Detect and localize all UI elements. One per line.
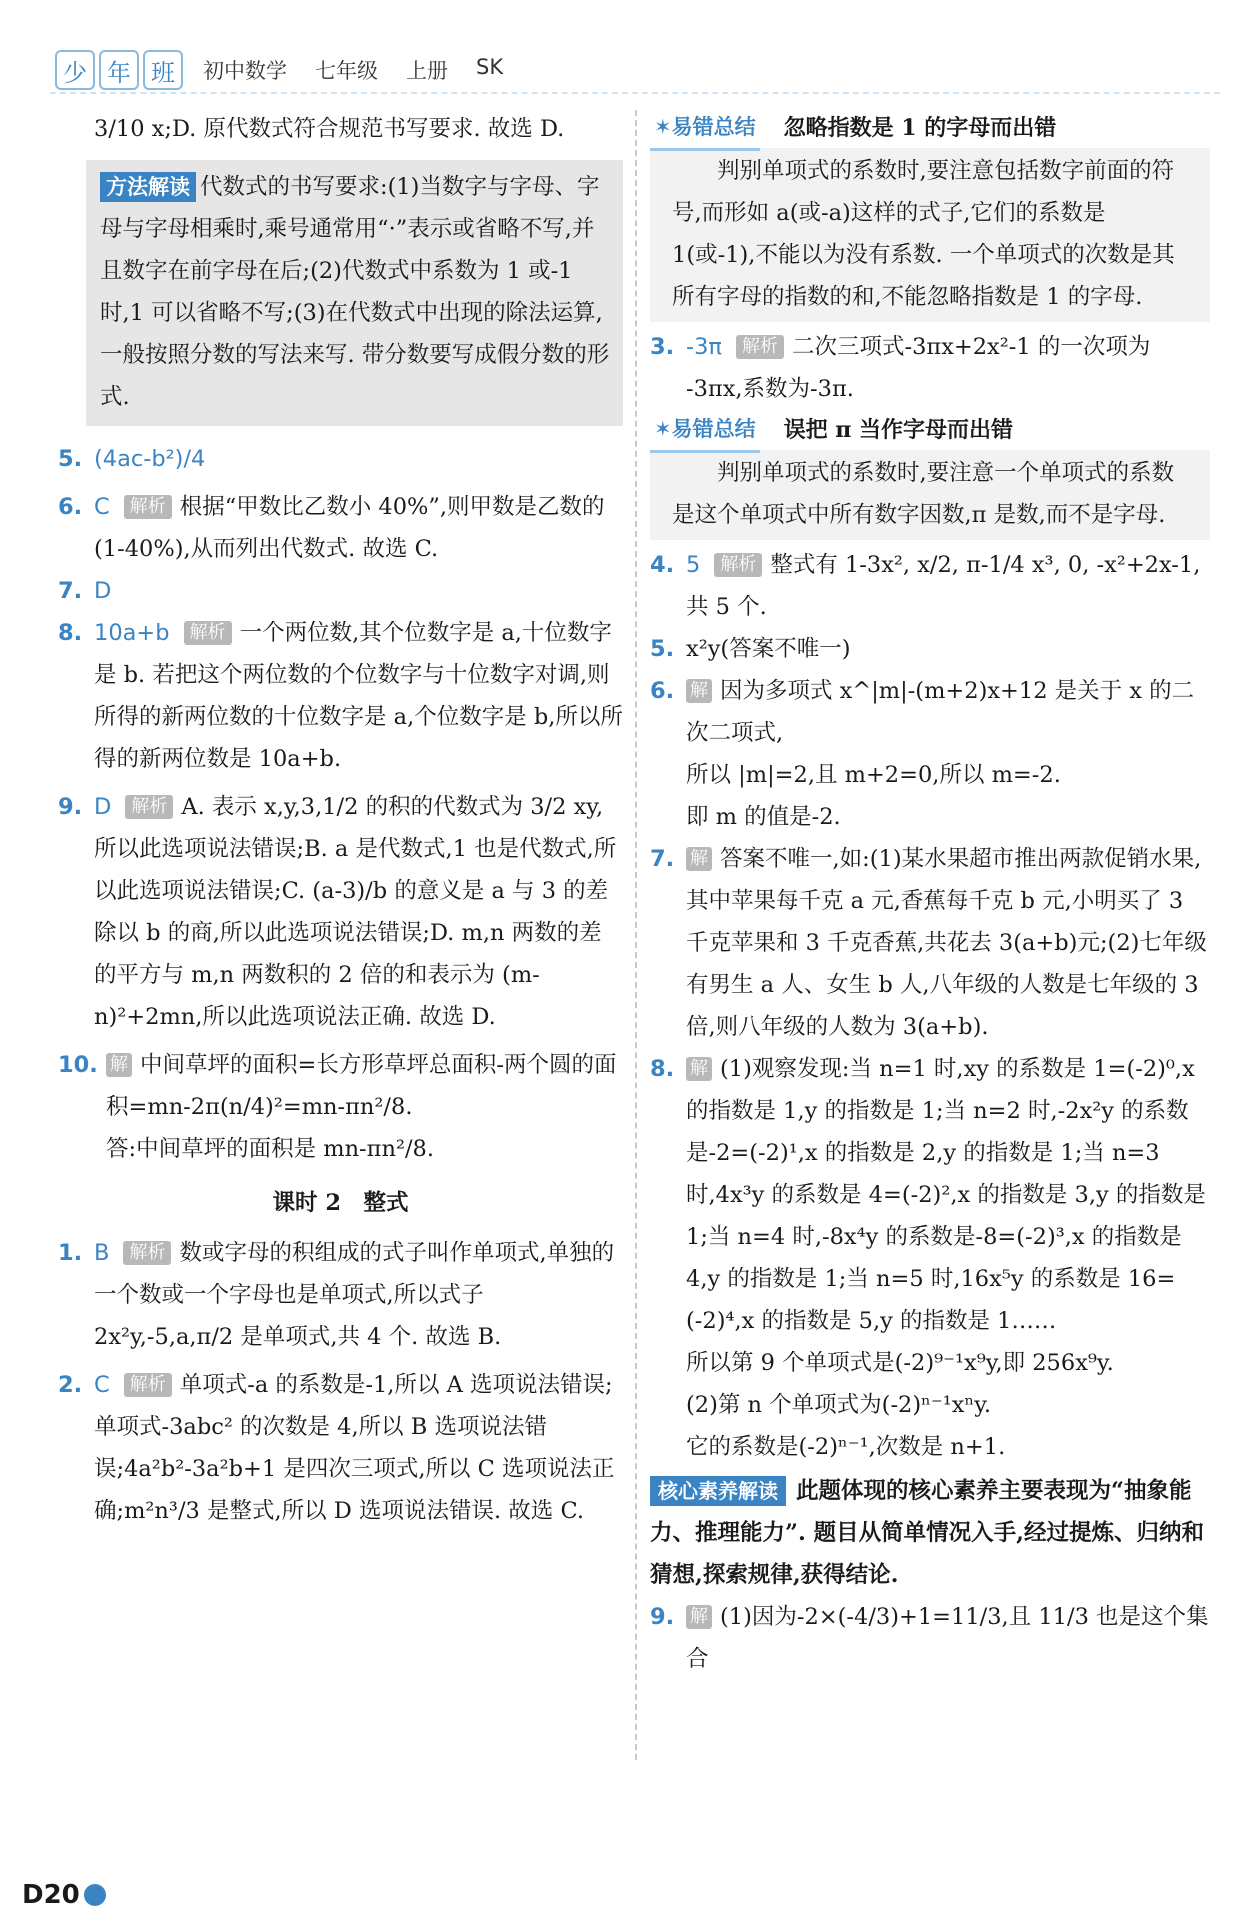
right-column <box>650 108 1210 1680</box>
method-text: 代数式的书写要求:(1)当数字与字母、字母与字母相乘时,乘号通常用“·”表示或省略不写,并且数字在前字母在后;(2)代数式中系数为 1 或-1 时,1 可以省略不写;(3)在代数式中出现的除法运算,一般按照分数的写法来写. 带分数要写成假分数的形式. <box>100 174 610 410</box>
answer-item <box>58 1232 623 1358</box>
item-line: 所以 |m|=2,且 m+2=0,所以 m=-2. <box>686 762 1061 788</box>
item-number: 8. <box>58 620 83 646</box>
answer-item <box>650 1596 1210 1680</box>
item-number: 1. <box>58 1240 83 1266</box>
answer-item <box>650 326 1210 410</box>
item-number: 9. <box>58 794 83 820</box>
core-literacy-box <box>650 1470 1210 1596</box>
page-mark-icon <box>84 1884 106 1906</box>
item-conclusion: 答:中间草坪的面积是 mn-πn²/8. <box>106 1136 435 1162</box>
logo-char: 年 <box>99 50 139 90</box>
item-line: 即 m 的值是-2. <box>686 804 841 830</box>
solution-tag: 解 <box>686 1057 712 1081</box>
item-answer: D <box>94 578 112 604</box>
item-number: 5. <box>58 446 83 472</box>
core-literacy-tag: 核心素养解读 <box>650 1476 786 1506</box>
series-logo <box>55 50 183 90</box>
item-answer: 5 <box>686 552 701 578</box>
answer-item <box>58 612 623 780</box>
item-text: (1)因为-2×(-4/3)+1=11/3,且 11/3 也是这个集合 <box>686 1604 1209 1672</box>
edition: SK <box>476 55 504 79</box>
solution-tag: 解 <box>686 1605 712 1629</box>
answer-item <box>58 438 623 480</box>
intro-line: 3/10 x;D. 原代数式符合规范书写要求. 故选 D. <box>94 116 565 142</box>
page-number-text: D20 <box>22 1880 80 1910</box>
item-answer: C <box>94 1372 110 1398</box>
item-text: 中间草坪的面积=长方形草坪总面积-两个圆的面积=mn-2π(n/4)²=mn-πn²/8. <box>106 1052 617 1120</box>
answer-item <box>58 486 623 570</box>
book-meta <box>203 55 503 85</box>
error-summary-heading: 误把 π 当作字母而出错 <box>783 417 1014 443</box>
answer-item <box>650 670 1210 838</box>
answer-item <box>650 1048 1210 1468</box>
left-column <box>58 108 623 1532</box>
item-text: 根据“甲数比乙数小 40%”,则甲数是乙数的(1-40%),从而列出代数式. 故选 C. <box>94 494 605 562</box>
error-summary-text: 判别单项式的系数时,要注意包括数字前面的符号,而形如 a(或-a)这样的式子,它们的系数是 1(或-1),不能以为没有系数. 一个单项式的次数是其所有字母的指数的和,不能忽略指数是 1 的字母. <box>650 148 1210 322</box>
grade: 七年级 <box>315 59 378 83</box>
item-answer: -3π <box>686 334 722 360</box>
item-number: 3. <box>650 334 675 360</box>
item-text: 一个两位数,其个位数字是 a,十位数字是 b. 若把这个两位数的个位数字与十位数字对调,则所得的新两位数的十位数字是 a,个位数字是 b,所以所得的新两位数是 10a+b. <box>94 620 623 772</box>
core-literacy-text: 此题体现的核心素养主要表现为“抽象能力、推理能力”. 题目从简单情况入手,经过提炼、归纳和猜想,探索规律,获得结论. <box>650 1478 1204 1588</box>
answer-item <box>58 786 623 1038</box>
analysis-tag: 解析 <box>125 795 173 819</box>
solution-tag: 解 <box>106 1053 132 1077</box>
answer-item <box>58 1364 623 1532</box>
item-number: 9. <box>650 1604 675 1630</box>
solution-tag: 解 <box>686 679 712 703</box>
analysis-tag: 解析 <box>124 495 172 519</box>
error-summary-box <box>650 410 1210 540</box>
item-number: 7. <box>650 846 675 872</box>
logo-char: 少 <box>55 50 95 90</box>
item-answer: C <box>94 494 110 520</box>
item-number: 5. <box>650 636 675 662</box>
item-text: 因为多项式 x^|m|-(m+2)x+12 是关于 x 的二次二项式, <box>686 678 1195 746</box>
header-divider <box>50 92 1220 94</box>
method-tag: 方法解读 <box>100 172 196 202</box>
error-summary-tag: ✶ 易错总结 <box>650 106 760 151</box>
item-text: 整式有 1-3x², x/2, π-1/4 x³, 0, -x²+2x-1,共 5 个. <box>686 552 1201 620</box>
item-line: 所以第 9 个单项式是(-2)⁹⁻¹x⁹y,即 256x⁹y. <box>686 1350 1114 1376</box>
item-number: 8. <box>650 1056 675 1082</box>
item-number: 7. <box>58 578 83 604</box>
error-summary-heading: 忽略指数是 1 的字母而出错 <box>783 115 1057 141</box>
item-answer: x²y(答案不唯一) <box>686 636 851 662</box>
solution-tag: 解 <box>686 847 712 871</box>
column-divider <box>635 110 637 1760</box>
item-number: 2. <box>58 1372 83 1398</box>
volume: 上册 <box>406 59 448 83</box>
subject: 初中数学 <box>203 59 287 83</box>
analysis-tag: 解析 <box>714 553 762 577</box>
page-header <box>55 50 503 90</box>
item-number: 10. <box>58 1052 98 1078</box>
answer-item <box>650 544 1210 628</box>
answer-item <box>58 1044 623 1170</box>
item-text: 答案不唯一,如:(1)某水果超市推出两款促销水果,其中苹果每千克 a 元,香蕉每千克 b 元,小明买了 3 千克苹果和 3 千克香蕉,共花去 3(a+b)元;(2)七年级有男生 a 人、女生 b 人,八年级的人数是七年级的 3 倍,则八年级的人数为 3(a+b). <box>686 846 1207 1040</box>
item-text: (1)观察发现:当 n=1 时,xy 的系数是 1=(-2)⁰,x 的指数是 1,y 的指数是 1;当 n=2 时,-2x²y 的系数是-2=(-2)¹,x 的指数是 2,y 的指数是 1;当 n=3 时,4x³y 的系数是 4=(-2)²,x 的指数是 3,y 的指数是 1;当 n=4 时,-8x⁴y 的系数是-8=(-2)³,x 的指数是 4,y 的指数是 1;当 n=5 时,16x⁵y 的系数是 16=(-2)⁴,x 的指数是 5,y 的指数是 1…… <box>686 1056 1206 1334</box>
item-answer: B <box>94 1240 110 1266</box>
analysis-tag: 解析 <box>123 1241 171 1265</box>
error-summary-text: 判别单项式的系数时,要注意一个单项式的系数是这个单项式中所有数字因数,π 是数,而不是字母. <box>650 450 1210 540</box>
answer-item <box>650 628 1210 670</box>
item-number: 4. <box>650 552 675 578</box>
item-line: (2)第 n 个单项式为(-2)ⁿ⁻¹xⁿy. <box>686 1392 992 1418</box>
item-text: A. 表示 x,y,3,1/2 的积的代数式为 3/2 xy,所以此选项说法错误;B. a 是代数式,1 也是代数式,所以此选项说法错误;C. (a-3)/b 的意义是 a 与 3 的差除以 b 的商,所以此选项说法错误;D. m,n 两数的差的平方与 m,n 两数积的 2 倍的和表示为 (m-n)²+2mn,所以此选项说法正确. 故选 D. <box>94 794 617 1030</box>
answer-item <box>58 570 623 612</box>
error-summary-box <box>650 108 1210 322</box>
page-number <box>22 1880 106 1910</box>
method-box <box>86 160 623 426</box>
analysis-tag: 解析 <box>124 1373 172 1397</box>
item-answer: (4ac-b²)/4 <box>94 446 206 472</box>
item-line: 它的系数是(-2)ⁿ⁻¹,次数是 n+1. <box>686 1434 1006 1460</box>
item-answer: 10a+b <box>94 620 170 646</box>
analysis-tag: 解析 <box>736 335 784 359</box>
item-text: 单项式-a 的系数是-1,所以 A 选项说法错误;单项式-3abc² 的次数是 4,所以 B 选项说法错误;4a²b²-3a²b+1 是四次三项式,所以 C 选项说法正确;m²n³/3 是整式,所以 D 选项说法错误. 故选 C. <box>94 1372 615 1524</box>
section-title: 课时 2 整式 <box>272 1190 409 1216</box>
error-summary-tag: ✶ 易错总结 <box>650 408 760 453</box>
item-text: 二次三项式-3πx+2x²-1 的一次项为 -3πx,系数为-3π. <box>686 334 1151 402</box>
analysis-tag: 解析 <box>184 621 232 645</box>
item-answer: D <box>94 794 112 820</box>
answer-item <box>650 838 1210 1048</box>
item-number: 6. <box>650 678 675 704</box>
item-number: 6. <box>58 494 83 520</box>
logo-char: 班 <box>143 50 183 90</box>
item-text: 数或字母的积组成的式子叫作单项式,单独的一个数或一个字母也是单项式,所以式子 2x²y,-5,a,π/2 是单项式,共 4 个. 故选 B. <box>94 1240 615 1350</box>
